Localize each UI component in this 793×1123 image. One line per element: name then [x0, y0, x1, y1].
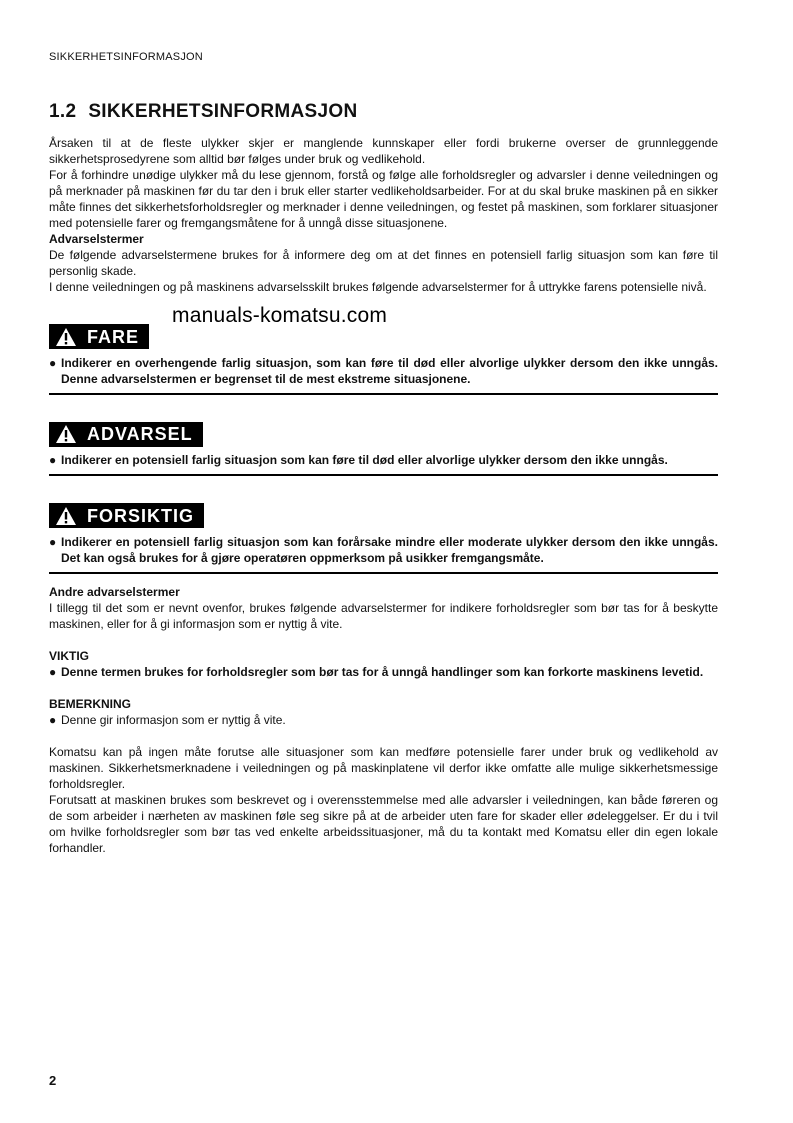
signal-label-fare [49, 324, 149, 349]
warning-terms-paragraph-2: I denne veiledningen og på maskinens advarselsskilt brukes følgende advarselstermer for å uttrykke farens potensielle nivå. [49, 280, 707, 294]
warning-terms-heading: Advarselstermer [49, 232, 144, 246]
bullet-icon: ● [49, 534, 57, 549]
signal-fare [49, 324, 718, 395]
page-content [49, 135, 718, 856]
warning-terms-paragraph-1: De følgende advarselstermene brukes for å informere deg om at det finnes en potensiell farlig situasjon som kan føre til personlig skade. [49, 248, 718, 278]
section-title-text: SIKKERHETSINFORMASJON [88, 101, 358, 122]
warning-triangle-icon [55, 506, 77, 526]
note-text: Denne gir informasjon som er nyttig å vite. [61, 712, 286, 727]
other-terms-paragraph: I tillegg til det som er nevnt ovenfor, brukes følgende advarselstermer for indikere forholdsregler som bør tas for å beskytte maskinen, eller for å gi informasjon som er nyttig å vite. [49, 600, 718, 631]
signal-advarsel [49, 422, 718, 477]
signal-label-advarsel [49, 422, 203, 447]
note-item [49, 712, 718, 728]
page-number: 2 [49, 1073, 57, 1088]
signal-label-text: FARE [87, 326, 140, 347]
signal-label-forsiktig [49, 503, 204, 528]
signal-description [49, 452, 718, 476]
warning-triangle-icon [55, 327, 77, 347]
running-header: SIKKERHETSINFORMASJON [49, 51, 203, 63]
signal-forsiktig [49, 503, 718, 574]
signal-label-text: ADVARSEL [87, 424, 193, 444]
watermark: manuals-komatsu.com [172, 304, 388, 327]
note-heading: BEMERKNING [49, 696, 132, 711]
bullet-icon: ● [49, 664, 57, 679]
warning-triangle-icon [55, 424, 77, 444]
intro-paragraph-1: Årsaken til at de fleste ulykker skjer er manglende kunnskaper eller fordi brukerne overser de grunnleggende sikkerhetsprosedyrene som alltid bør følges under bruk og vedlikehold. [49, 136, 718, 166]
important-heading: VIKTIG [49, 648, 90, 663]
signal-label-text: FORSIKTIG [87, 505, 194, 526]
important-text: Denne termen brukes for forholdsregler som bør tas for å unngå handlinger som kan forkorte maskinens levetid. [61, 664, 704, 679]
important-item [49, 664, 718, 680]
closing-paragraph-2: Forutsatt at maskinen brukes som beskrevet og i overensstemmelse med alle advarsler i veiledningen, kan både føreren og de som arbeider i nærheten av maskinen føle seg sikre på at de arbeider uten fare for skader eller ødeleggelser. Er du i tvil om hvilke forholdsregler som bør tas ved enkelte arbeidssituasjoner, må du ta kontakt med Komatsu eller din egen lokale forhandler. [49, 792, 718, 855]
signal-description [49, 355, 718, 395]
signal-description-text: Indikerer en potensiell farlig situasjon som kan føre til død eller alvorlige ulykker dersom den ikke unngås. [61, 453, 668, 467]
intro-paragraph-2: For å forhindre unødige ulykker må du lese gjennom, forstå og følge alle forholdsregler og advarsler i denne veiledningen og på merknader på maskinen før du tar den i bruk eller starter vedlikeholdsarbeider. For at du skal bruke maskinen på en sikker måte finnes det sikkerhetsforholdsregler og merknader i denne veiledningen, og festet på maskinen, som forklarer situasjoner med potensielle farer og fremgangsmåtene for å unngå disse situasjonene. [49, 168, 718, 230]
closing-paragraph-1: Komatsu kan på ingen måte forutse alle situasjoner som kan medføre potensielle farer under bruk og vedlikehold av maskinen. Sikkerhetsmerknadene i veiledningen og på maskinplatene vil derfor ikke omfatte alle mulige sikkerhetsmessige forholdsregler. [49, 744, 718, 791]
signal-description [49, 534, 718, 574]
signal-description-text: Indikerer en overhengende farlig situasjon, som kan føre til død eller alvorlige ulykker dersom den ikke unngås. Denne advarselstermen er begrenset til de mest ekstreme situasjonene. [61, 355, 718, 386]
section-number: 1.2 [49, 101, 77, 122]
bullet-icon: ● [49, 712, 57, 727]
bullet-icon: ● [49, 453, 57, 467]
signal-description-text: Indikerer en potensiell farlig situasjon som kan forårsake mindre eller moderate ulykker dersom den ikke unngås. Det kan også brukes for å gjøre operatøren oppmerksom på usikker fremgangsmåte. [61, 534, 718, 565]
section-title [49, 101, 357, 123]
bullet-icon: ● [49, 355, 57, 370]
other-terms-heading: Andre advarselstermer [49, 584, 180, 599]
